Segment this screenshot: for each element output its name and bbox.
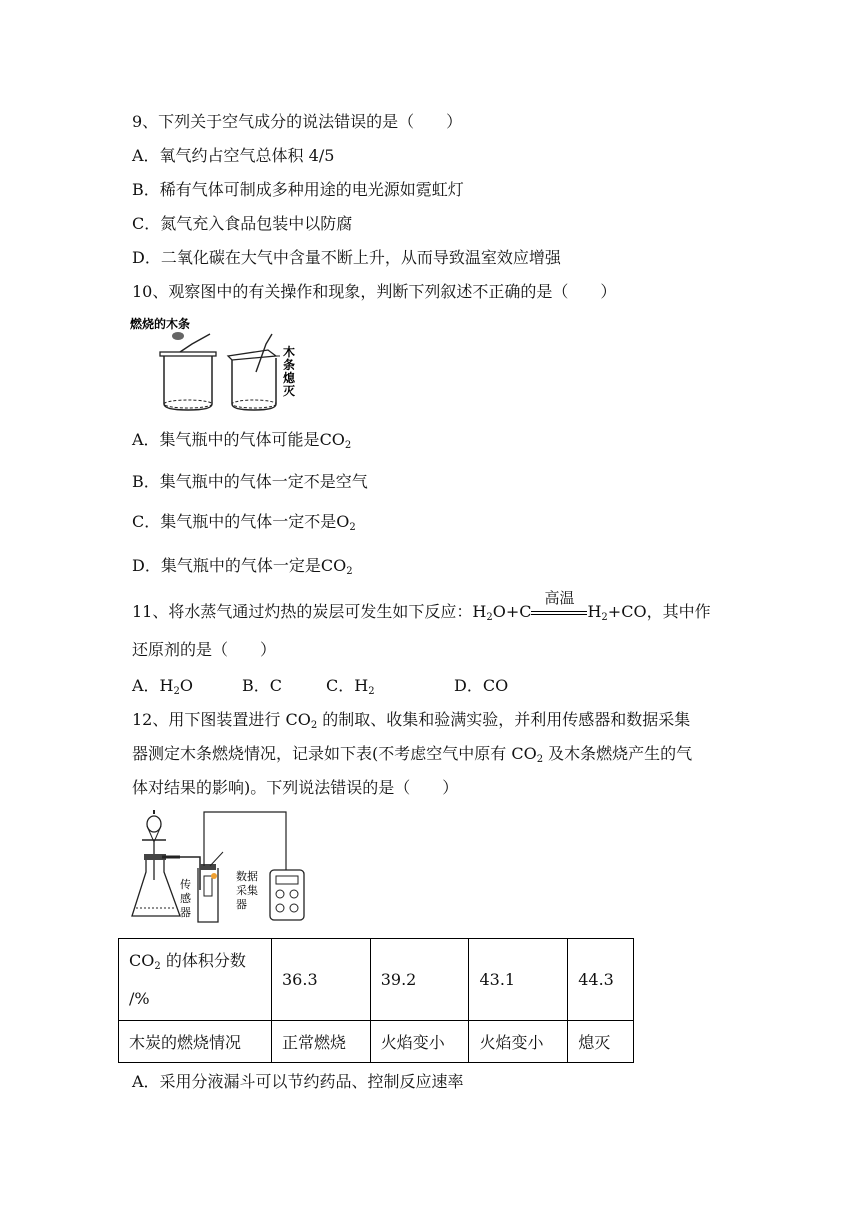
table-cell: 火焰变小 xyxy=(370,1021,469,1063)
q12-data-table xyxy=(118,938,634,1063)
q11-option-a: A．$H_2O$ xyxy=(132,676,194,697)
q10-option-c: C．集气瓶中的气体一定不是$O_2$ xyxy=(132,512,356,533)
q10-option-d: D．集气瓶中的气体一定是$CO_2$ xyxy=(132,556,353,577)
table-cell: 火焰变小 xyxy=(469,1021,568,1063)
q12-label-sensor-3: 器 xyxy=(180,906,191,919)
table-row xyxy=(119,939,634,1021)
q10-figure-label-right-2: 条 xyxy=(283,358,296,372)
q12-label-collector-1: 数据 xyxy=(236,870,258,883)
table-header-burning: 木炭的燃烧情况 xyxy=(119,1021,272,1063)
q9-stem: 9、下列关于空气成分的说法错误的是（ ） xyxy=(132,112,463,131)
q10-gas-jar-figure xyxy=(128,312,298,416)
q10-figure-label-right-4: 灭 xyxy=(283,384,296,398)
q12-label-sensor-1: 传 xyxy=(180,878,191,891)
table-cell: 44.3 xyxy=(568,939,634,1021)
q9-option-b: B．稀有气体可制成多种用途的电光源如霓虹灯 xyxy=(132,180,464,199)
q10-stem: 10、观察图中的有关操作和现象，判断下列叙述不正确的是（ ） xyxy=(132,282,617,301)
q12-label-sensor-2: 感 xyxy=(180,892,191,905)
q11-option-d: D．CO xyxy=(454,676,509,695)
table-header-co2: $CO_2$ 的体积分数 /% xyxy=(119,939,272,1021)
q11-option-c: C．$H_2$ xyxy=(326,676,375,697)
q12-label-collector-3: 器 xyxy=(236,898,247,911)
q11-stem-line2: 还原剂的是（ ） xyxy=(132,640,277,659)
table-cell: 熄灭 xyxy=(568,1021,634,1063)
table-cell: 36.3 xyxy=(272,939,371,1021)
q10-figure-label-right-3: 熄 xyxy=(283,371,296,385)
q11-equation-arrow xyxy=(531,589,587,622)
table-cell: 43.1 xyxy=(469,939,568,1021)
q10-figure-label-right-1: 木 xyxy=(283,345,296,359)
q9-option-d: D．二氧化碳在大气中含量不断上升，从而导致温室效应增强 xyxy=(132,248,561,267)
q12-stem-line2: 器测定木条燃烧情况，记录如下表(不考虑空气中原有 $CO_2$ 及木条燃烧产生的气 xyxy=(132,744,693,765)
q10-option-b: B．集气瓶中的气体一定不是空气 xyxy=(132,472,368,491)
q10-option-a: A．集气瓶中的气体可能是$CO_2$ xyxy=(132,430,352,451)
q12-stem-line3: 体对结果的影响)。下列说法错误的是（ ） xyxy=(132,778,459,797)
q11-options xyxy=(132,676,632,696)
q12-apparatus-figure xyxy=(128,810,318,926)
q12-stem-line1: 12、用下图装置进行 $CO_2$ 的制取、收集和验满实验，并利用传感器和数据采集 xyxy=(132,710,691,731)
q11-condition: 高温 xyxy=(544,589,575,607)
q9-option-c: C．氮气充入食品包装中以防腐 xyxy=(132,214,353,233)
table-cell: 正常燃烧 xyxy=(272,1021,371,1063)
table-row xyxy=(119,1021,634,1063)
q11-option-b: B．C xyxy=(242,676,283,695)
q12-label-collector-2: 采集 xyxy=(236,884,258,897)
q9-option-a: A．氧气约占空气总体积 4/5 xyxy=(132,146,335,165)
q12-option-a: A．采用分液漏斗可以节约药品、控制反应速率 xyxy=(132,1072,464,1091)
q10-figure-label-left: 燃烧的木条 xyxy=(130,317,191,331)
table-cell: 39.2 xyxy=(370,939,469,1021)
q11-stem-line1: 11、将水蒸气通过灼热的炭层可发生如下反应：$H_2O+C$ 高温 $H_2+CO$，其中作 xyxy=(132,589,711,623)
